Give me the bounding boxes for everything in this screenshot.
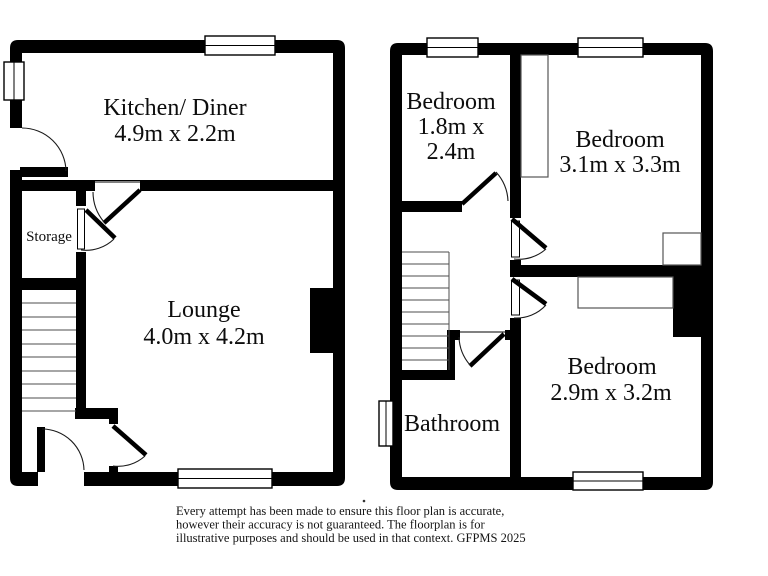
front-door-opening	[38, 472, 84, 486]
kitchen-dimensions: 4.9m x 2.2m	[114, 121, 236, 147]
bedroom1-dimensions-line2: 2.4m	[426, 139, 476, 165]
kitchen-side-window	[4, 62, 24, 100]
bedroom1-window	[427, 38, 478, 57]
bedroom2-window	[578, 38, 643, 57]
disclaimer-line-2: however their accuracy is not guaranteed. The floorplan is for	[176, 517, 485, 532]
first-stairs	[402, 252, 449, 370]
bathroom-window	[379, 401, 393, 446]
bedroom1-dimensions-line1: 1.8m x	[417, 114, 485, 140]
bedroom2-dimensions: 3.1m x 3.3m	[559, 152, 681, 178]
lounge-chimney-breast	[310, 288, 345, 353]
kitchen-door	[93, 190, 140, 223]
lounge-label: Lounge	[167, 297, 241, 323]
kitchen-lounge-wall	[10, 180, 345, 191]
disclaimer-text	[176, 500, 526, 545]
kitchen-back-door-opening	[10, 128, 22, 170]
first-floor-plan	[379, 38, 713, 490]
bedroom2-label: Bedroom	[575, 127, 665, 153]
bathroom-label: Bathroom	[404, 411, 500, 437]
bedroom3-window	[573, 472, 643, 490]
bedroom2-wardrobe-left	[521, 55, 548, 177]
bedroom3-chimney-breast	[673, 275, 713, 337]
front-door	[37, 427, 84, 472]
storage-label: Storage	[26, 229, 72, 245]
ground-floor-plan	[4, 36, 345, 488]
bedroom1-door	[462, 172, 508, 204]
bedroom2-wardrobe-corner	[663, 233, 701, 265]
disclaimer-line-3: illustrative purposes and should be used in that context. GFPMS 2025	[176, 531, 526, 545]
bedroom3-wardrobe	[578, 277, 673, 308]
storage-door-slot	[78, 209, 85, 249]
bedroom1-label: Bedroom	[406, 89, 496, 115]
bedroom3-dimensions: 2.9m x 3.2m	[550, 380, 672, 406]
stair-enclosure-horizontal	[402, 370, 455, 380]
kitchen-top-window	[205, 36, 275, 55]
bedroom3-label: Bedroom	[567, 354, 657, 380]
lounge-window	[178, 469, 272, 488]
ground-stairs	[22, 303, 76, 411]
storage-bottom-wall	[10, 278, 86, 290]
bedroom2-bedroom3-wall	[510, 265, 701, 277]
disclaimer-line-1: Every attempt has been made to ensure this floor plan is accurate,	[176, 504, 505, 518]
kitchen-label: Kitchen/ Diner	[103, 95, 247, 121]
bedroom1-door-opening	[462, 201, 510, 212]
print-speck	[363, 500, 366, 503]
bathroom-wall-right-seg	[504, 330, 517, 340]
kitchen-back-door	[20, 128, 68, 177]
lounge-dimensions: 4.0m x 4.2m	[143, 324, 265, 350]
